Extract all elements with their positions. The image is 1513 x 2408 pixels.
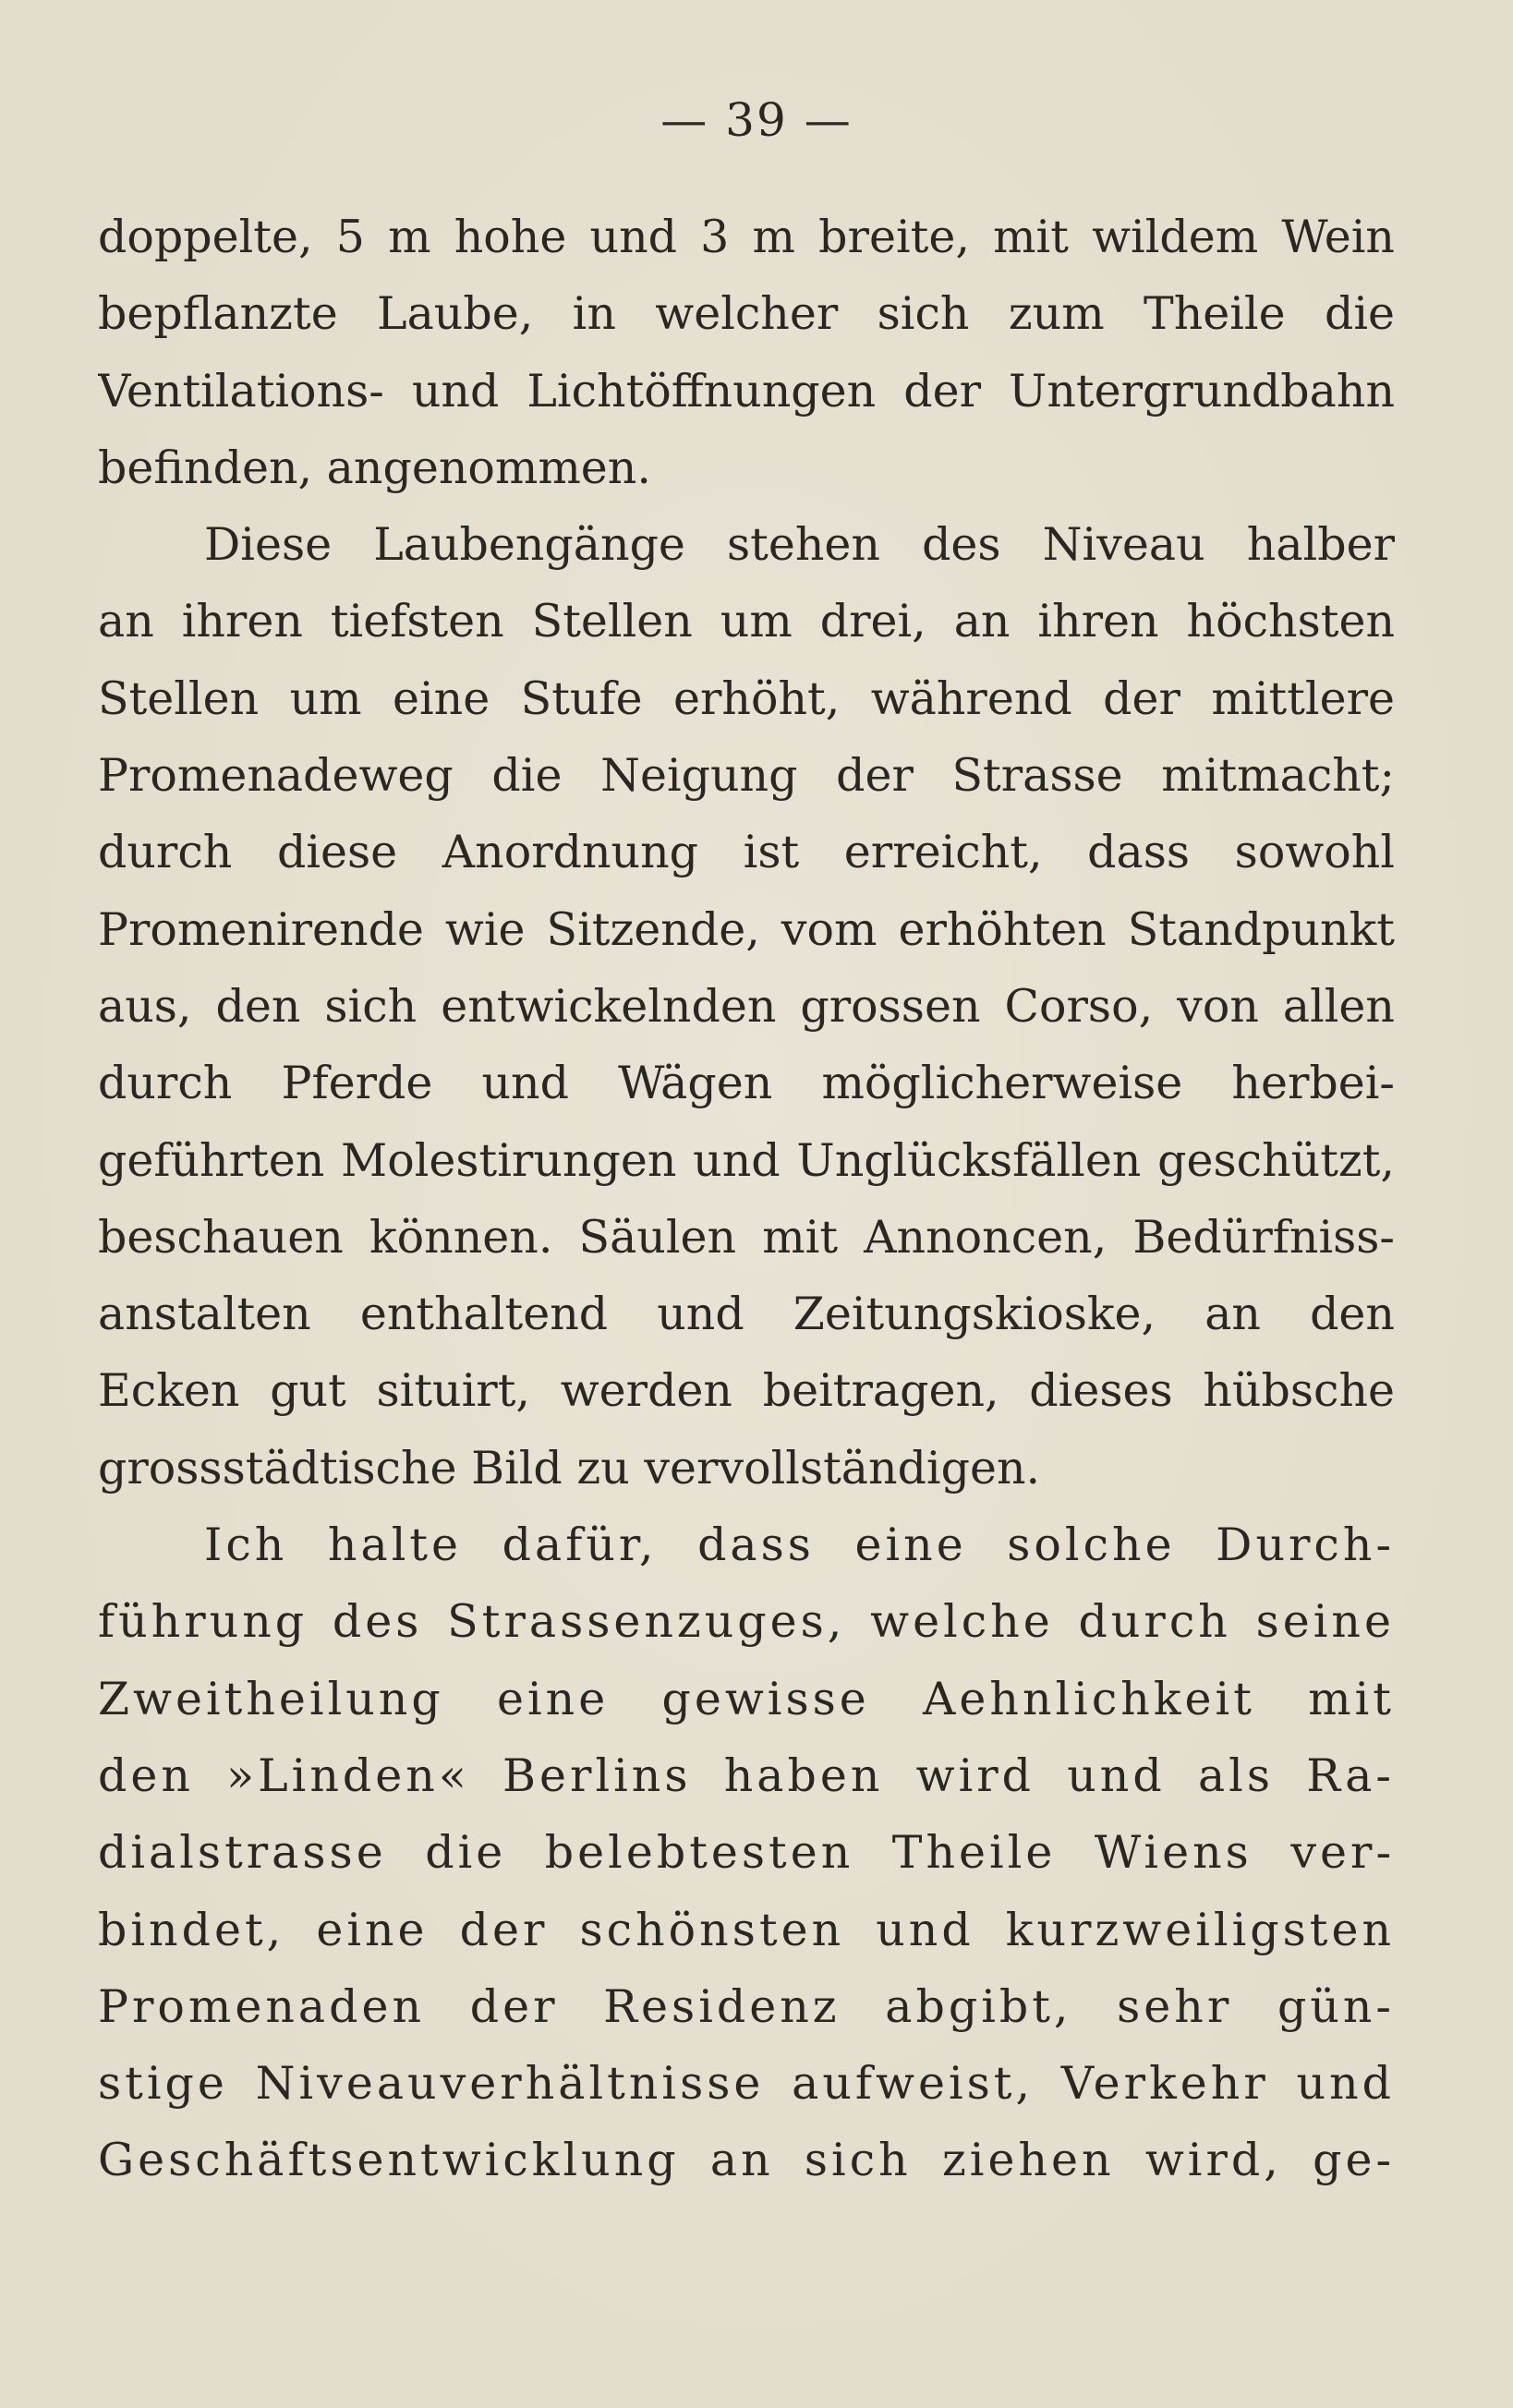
text-line: befinden, angenommen. xyxy=(98,441,651,494)
text-line: Zweitheilung eine gewisse Aehnlichkeit mit xyxy=(98,1672,1395,1725)
text-line: anstalten enthaltend und Zeitungskioske, an den xyxy=(98,1288,1395,1341)
text-line: dialstrasse die belebtesten Theile Wiens ver- xyxy=(98,1826,1395,1880)
text-line: beschauen können. Säulen mit Annoncen, Bedürfniss- xyxy=(98,1210,1395,1264)
text-line: Promenirende wie Sitzende, vom erhöhten Standpunkt xyxy=(98,902,1395,956)
text-line: doppelte, 5 m hohe und 3 m breite, mit wildem Wein xyxy=(98,211,1395,263)
text-line: Ventilations- und Lichtöffnungen der Untergrundbahn xyxy=(98,364,1395,417)
text-line: stige Niveauverhältnisse aufweist, Verkehr und xyxy=(98,2057,1395,2111)
text-line: grossstädtische Bild zu vervollständigen. xyxy=(98,1441,1041,1494)
text-line: bindet, eine der schönsten und kurzweiligsten xyxy=(98,1903,1395,1956)
text-line: Promenaden der Residenz abgibt, sehr gün- xyxy=(98,1979,1395,2033)
text-line: Ecken gut situirt, werden beitragen, dieses hübsche xyxy=(98,1364,1395,1418)
text-line: an ihren tiefsten Stellen um drei, an ihren höchsten xyxy=(98,595,1395,648)
text-line: führung des Strassenzuges, welche durch seine xyxy=(98,1595,1395,1649)
text-line: Diese Laubengänge stehen des Niveau halber xyxy=(204,518,1395,572)
page-number: — 39 — xyxy=(660,93,853,147)
text-line: Geschäftsentwicklung an sich ziehen wird, ge- xyxy=(98,2134,1395,2187)
text-line: durch diese Anordnung ist erreicht, dass sowohl xyxy=(98,826,1395,879)
text-line: Ich halte dafür, dass eine solche Durch- xyxy=(204,1519,1395,1572)
text-line: Promenadeweg die Neigung der Strasse mitmacht; xyxy=(98,749,1395,803)
body-text xyxy=(98,199,1395,2199)
text-line: bepflanzte Laube, in welcher sich zum Theile die xyxy=(98,287,1395,341)
text-line: durch Pferde und Wägen möglicherweise herbei- xyxy=(98,1057,1395,1110)
text-line: geführten Molestirungen und Unglücksfällen geschützt, xyxy=(98,1133,1395,1187)
text-line: Stellen um eine Stufe erhöht, während der mittlere xyxy=(98,672,1395,725)
text-line: den »Linden« Berlins haben wird und als Ra- xyxy=(98,1749,1395,1802)
text-line: aus, den sich entwickelnden grossen Corso, von allen xyxy=(98,979,1395,1033)
